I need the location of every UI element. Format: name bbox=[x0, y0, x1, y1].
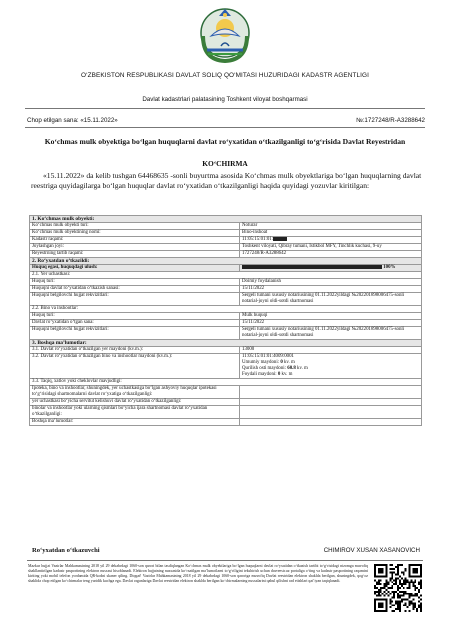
table-row: 2.1. Yer uchastkasi: bbox=[30, 272, 422, 279]
table-row: Reyestrning tartib raqami: 1727248/R-A3288642 bbox=[30, 251, 422, 258]
table-row: Kadastr raqami: 11:05:15:01:01: bbox=[30, 237, 422, 244]
table-row: 3.3. Taqiq, xatlov yoki cheklovlar mavjudligi: bbox=[30, 379, 422, 386]
table-row: Ko‘chmas mulk obyekti turi: Noturar bbox=[30, 223, 422, 230]
table-row: yer uchastkasi bo‘yicha servitut kelishuvi davlat ro‘yxatidan o‘tkazilganligi: bbox=[30, 399, 422, 406]
registry-table bbox=[29, 215, 422, 426]
divider bbox=[27, 560, 423, 561]
table-row: Huquq egasi, huquqdagi ulush: 100% bbox=[30, 265, 422, 272]
table-row: Joylashgan joyi: Toshkent viloyati, Qibray tumani, Istikbol MFY, Tinchlik kuchasi, 9-uy bbox=[30, 244, 422, 251]
table-row: Huquqni davlat ro‘yxatidan o‘tkazish sanasi: 15/11/2022 bbox=[30, 286, 422, 293]
table-row: Huquq turi: Mulk huquqi bbox=[30, 313, 422, 320]
document-title: Ko‘chmas mulk obyektiga bo‘lgan huquqlarni davlat ro‘yxatidan o‘tkazilganligi to‘g‘risida Davlat Reyestridan bbox=[44, 137, 406, 146]
legal-footnote: Mazkur hujjat Vazirlar Mahkamasining 2018 yil 29 dekabrdagi 1060-son qarori bilan tasdiqlangan Ko‘chmas mulk obyektlariga bo‘lgan huquqlarni davlat ro‘yxatidan o‘tkazish tartibi to‘g‘risidagi nizomga muvofiq shakllantirilgan kadastr pasportining elektron nusxasi hisoblanadi. Elektron hujjatning nusxasida ko‘rsatilgan ma’lumotlarni to‘g‘riligini tekshirish uchun davreestr.uz portaliga o‘ting va kadastr pasportining raqamini kiriting yoki mobil telefon yordamida QR-kodni skaner qiling. Diqqat! Vazirlar Mahkamasining 2018 yil 29 dekabrdagi 1060-son qaroriga muvofiq Davlat reestridan elektron shaklda berilgan, shuningdek, qog‘oz shaklida chop etilgan ko‘chirmalar teng yuridik kuchga ega. Davlat organlariga Davlat reestridan elektron shaklda berilgan ko‘chirmalarning nusxalarini qabul qilishni rad etishlari qat’iyan taqiqlanadi. bbox=[28, 564, 368, 583]
registrar-name: CHIMIROV XUSAN XASANOVICH bbox=[323, 547, 420, 554]
section-header: 2. Ro‘yxatdan o‘tkazildi: bbox=[30, 258, 422, 265]
ownership-share: 100% bbox=[383, 265, 396, 271]
table-row: 3.2. Davlat ro‘yxatidan o‘tkazilgan bino va inshootlar maydoni (kv.m.): 11:05:15:01:01:4009:0001 Umumiy maydoni: 0 kv. m Qurilish osti maydoni: 60.8 kv. m Foydali maydoni: 0 kv. m bbox=[30, 354, 422, 379]
divider bbox=[25, 127, 425, 128]
table-row: Ko‘chmas mulk obyektining nomi: Bino-inshoat bbox=[30, 230, 422, 237]
redaction-mark bbox=[273, 237, 287, 241]
print-date: Chop etilgan sana: «15.11.2022» bbox=[27, 117, 118, 124]
qr-code-icon[interactable] bbox=[374, 564, 422, 612]
redaction-mark bbox=[242, 265, 382, 269]
table-row: Huquq turi: Doimiy foydalanish bbox=[30, 279, 422, 286]
section-header: 1. Ko‘chmas mulk obyekti: bbox=[30, 216, 422, 223]
state-emblem-icon bbox=[197, 6, 253, 64]
table-row: Ipoteka, bino va inshootlar, shuningdek, yer uchastkasiga bo‘lgan ashyoviy huquqlar ipotekasi to‘g‘risidagi shartnomalarni davlat ro‘yxatiga o‘tkazilganligi: bbox=[30, 386, 422, 399]
table-row: Davlat ro‘yxatidan o‘tgan sana: 15/11/2022 bbox=[30, 320, 422, 327]
organization-subtitle: Davlat kadastrlari palatasining Toshkent viloyat boshqarmasi bbox=[142, 96, 308, 103]
table-row: Huquqni belgilovchi hujjat rekvizitlari: Sergeli tumani xususiy notariusining 01.11.2022yildagi №202201898006475-sonli notarial-joyni oldi-sotdi shartnomasi bbox=[30, 327, 422, 340]
table-row: 2.2. Bino va inshootlar: bbox=[30, 306, 422, 313]
document-subtitle: KO‘CHIRMA bbox=[202, 159, 248, 168]
registrar-label: Ro‘yxatdan o‘tkazuvchi bbox=[32, 547, 100, 554]
organization-title: O‘ZBEKISTON RESPUBLIKASI DAVLAT SOLIQ QO‘MITASI HUZURIDAGI KADASTR AGENTLIGI bbox=[81, 72, 369, 79]
table-row: Huquqni belgilovchi hujjat rekvizitlari: Sergeli tumani xususiy notariusining 01.11.2022yildagi №202201898006475-sonli notarial-joyni oldi-sotdi shartnomasi bbox=[30, 293, 422, 306]
divider bbox=[25, 108, 425, 109]
table-row: Boshqa ma’lumotlar: bbox=[30, 419, 422, 426]
intro-paragraph: «15.11.2022» da kelib tushgan 64468635 -sonli buyurtma asosida Ko‘chmas mulk obyektlariga bo‘lgan huquqlarning davlat reestriga quyidagilarga bo‘lgan huquqlar davlat ro‘yxatidan o‘tkazilganligi haqida quyidagi yozuvlar kiritilgan: bbox=[31, 171, 422, 190]
document-number: №:1727248/R-A3288642 bbox=[356, 117, 425, 124]
table-row: 3.1. Davlat ro‘yxatidan o‘tkazilgan yer maydoni (kv.m.): 13000 bbox=[30, 347, 422, 354]
cadastral-number: 11:05:15:01:01: bbox=[242, 237, 274, 243]
section-header: 3. Boshqa ma’lumotlar: bbox=[30, 340, 422, 347]
table-row: binolar va inshootlar yoki ularning qismlari bo‘yicha ijara shartnomasi davlat ro‘yxatidan o‘tkazilganligi: bbox=[30, 406, 422, 419]
